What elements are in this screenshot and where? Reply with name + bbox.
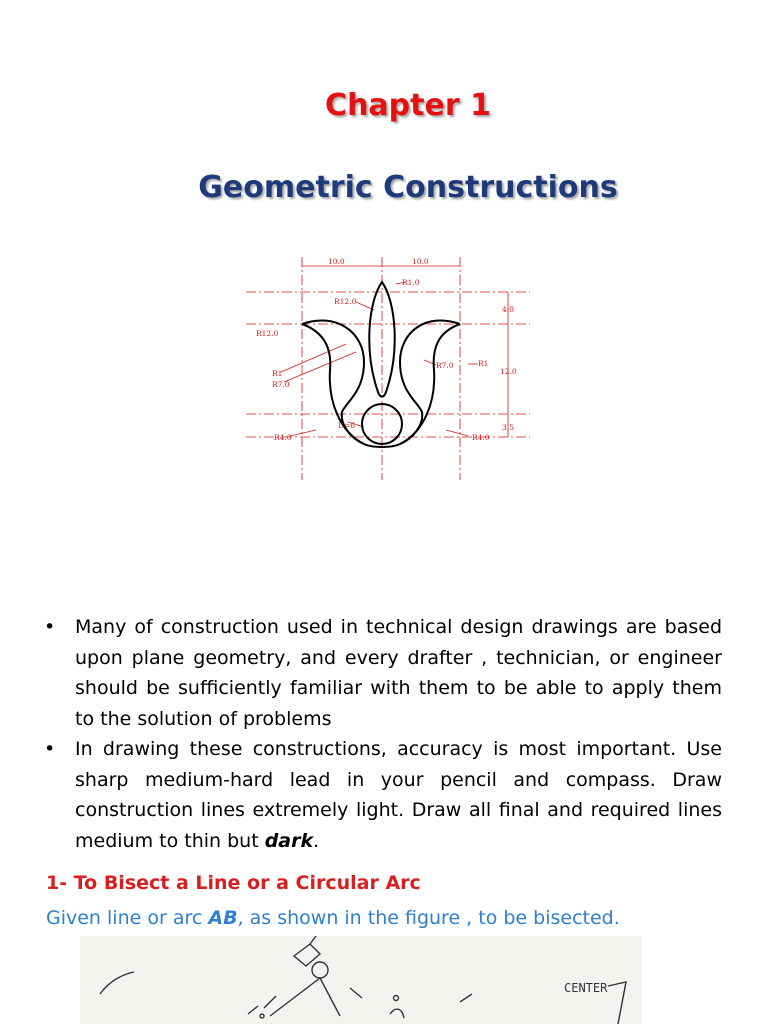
dim-label: 12.0 <box>500 367 517 376</box>
bullet-item <box>44 612 722 734</box>
section-heading: 1- To Bisect a Line or a Circular Arc <box>46 872 421 894</box>
given-prefix: Given line or arc <box>46 907 209 929</box>
dim-label: R4.0 <box>274 433 292 442</box>
dim-label: R1.0 <box>402 278 420 287</box>
dim-label: D=6 <box>338 421 356 430</box>
dim-label: R12.0 <box>334 297 357 306</box>
dim-label: 4.0 <box>502 305 514 314</box>
dim-label: 3.5 <box>502 423 514 432</box>
dim-label: 10.0 <box>328 257 345 266</box>
geometric-construction-figure <box>246 252 530 482</box>
dim-label: 10.0 <box>412 257 429 266</box>
chapter-title: Chapter 1 <box>325 88 491 123</box>
page-title: Geometric Constructions <box>198 170 618 205</box>
emphasis-text: dark <box>264 829 314 852</box>
dim-label: R1 <box>272 369 283 378</box>
dim-label: R7.0 <box>272 380 290 389</box>
bullet-text: In drawing these constructions, accuracy is most important. Use sharp medium-hard lead in your pencil and compass. Draw construction lines extremely light. Draw all final and required lines medium to thin but <box>75 738 722 852</box>
dim-label: R12.0 <box>256 329 279 338</box>
given-text <box>46 907 620 929</box>
bullet-text: Many of construction used in technical design drawings are based upon plane geometry, and every drafter , technician, or engineer should be sufficiently familiar with them to be able to apply them to the solution of problems <box>75 616 722 730</box>
dim-label: R4.0 <box>472 433 490 442</box>
dim-label: R1 <box>478 359 489 368</box>
bullet-list <box>44 612 722 856</box>
given-emphasis: AB <box>208 907 238 929</box>
bullet-end: . <box>313 829 320 852</box>
dim-label: R7.0 <box>436 361 454 370</box>
center-label: CENTER <box>564 981 608 995</box>
given-suffix: , as shown in the figure , to be bisected. <box>237 907 620 929</box>
bisect-sketch-figure <box>80 936 642 1024</box>
bullet-item <box>44 734 722 856</box>
